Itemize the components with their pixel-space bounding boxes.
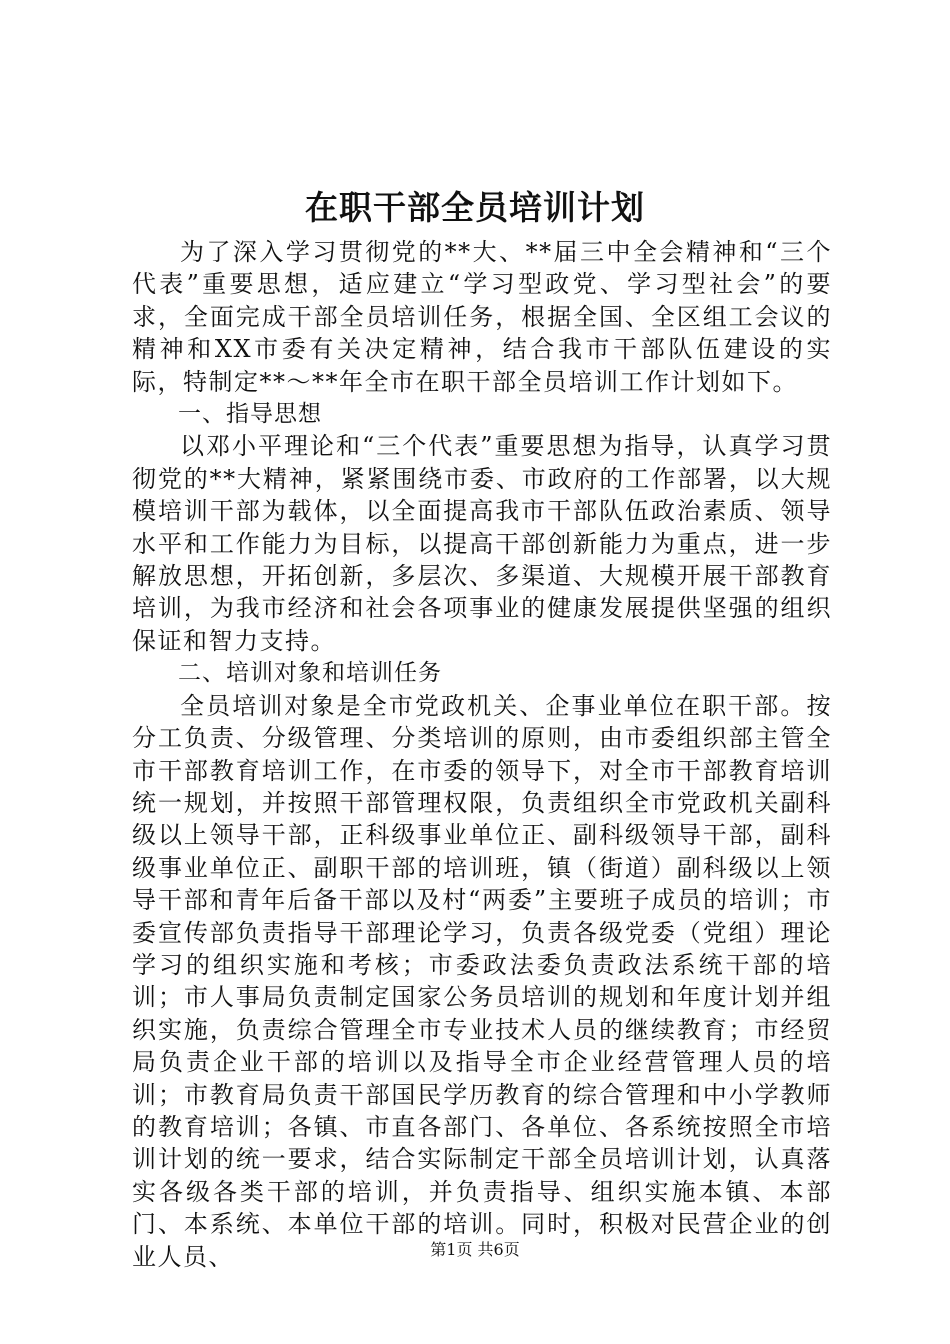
section-heading-guiding-ideology: 一、指导思想: [178, 401, 322, 428]
page-number-footer: 第1页 共6页: [430, 1240, 520, 1259]
document-body: [132, 236, 832, 1273]
intro-paragraph: 为了深入学习贯彻党的**大、**届三中全会精神和“三个代表”重要思想，适应建立“学习型政党、学习型社会”的要求，全面完成干部全员培训任务，根据全国、全区组工会议的精神和XX市委有关决定精神，结合我市干部队伍建设的实际，特制定**～**年全市在职干部全员培训工作计划如下。: [132, 238, 832, 396]
guiding-ideology-paragraph: 以邓小平理论和“三个代表”重要思想为指导，认真学习贯彻党的**大精神，紧紧围绕市委、市政府的工作部署，以大规模培训干部为载体，以全面提高我市干部队伍政治素质、领导水平和工作能力为目标，以提高干部创新能力为重点，进一步解放思想，开拓创新，多层次、多渠道、大规模开展干部教育培训，为我市经济和社会各项事业的健康发展提供坚强的组织保证和智力支持。: [132, 432, 832, 655]
document-title: 在职干部全员培训计划: [305, 188, 645, 227]
section-heading-training-targets: 二、培训对象和培训任务: [178, 660, 442, 687]
training-targets-paragraph: 全员培训对象是全市党政机关、企事业单位在职干部。按分工负责、分级管理、分类培训的原则，由市委组织部主管全市干部教育培训工作，在市委的领导下，对全市干部教育培训统一规划，并按照干部管理权限，负责组织全市党政机关副科级以上领导干部，正科级事业单位正、副科级领导干部，副科级事业单位正、副职干部的培训班，镇（街道）副科级以上领导干部和青年后备干部以及村“两委”主要班子成员的培训；市委宣传部负责指导干部理论学习，负责各级党委（党组）理论学习的组织实施和考核；市委政法委负责政法系统干部的培训；市人事局负责制定国家公务员培训的规划和年度计划并组织实施，负责综合管理全市专业技术人员的继续教育；市经贸局负责企业干部的培训以及指导全市企业经营管理人员的培训；市教育局负责干部国民学历教育的综合管理和中小学教师的教育培训；各镇、市直各部门、各单位、各系统按照全市培训计划的统一要求，结合实际制定干部全员培训计划，认真落实各级各类干部的培训，并负责指导、组织实施本镇、本部门、本系统、本单位干部的培训。同时，积极对民营企业的创业人员、: [132, 691, 832, 1271]
